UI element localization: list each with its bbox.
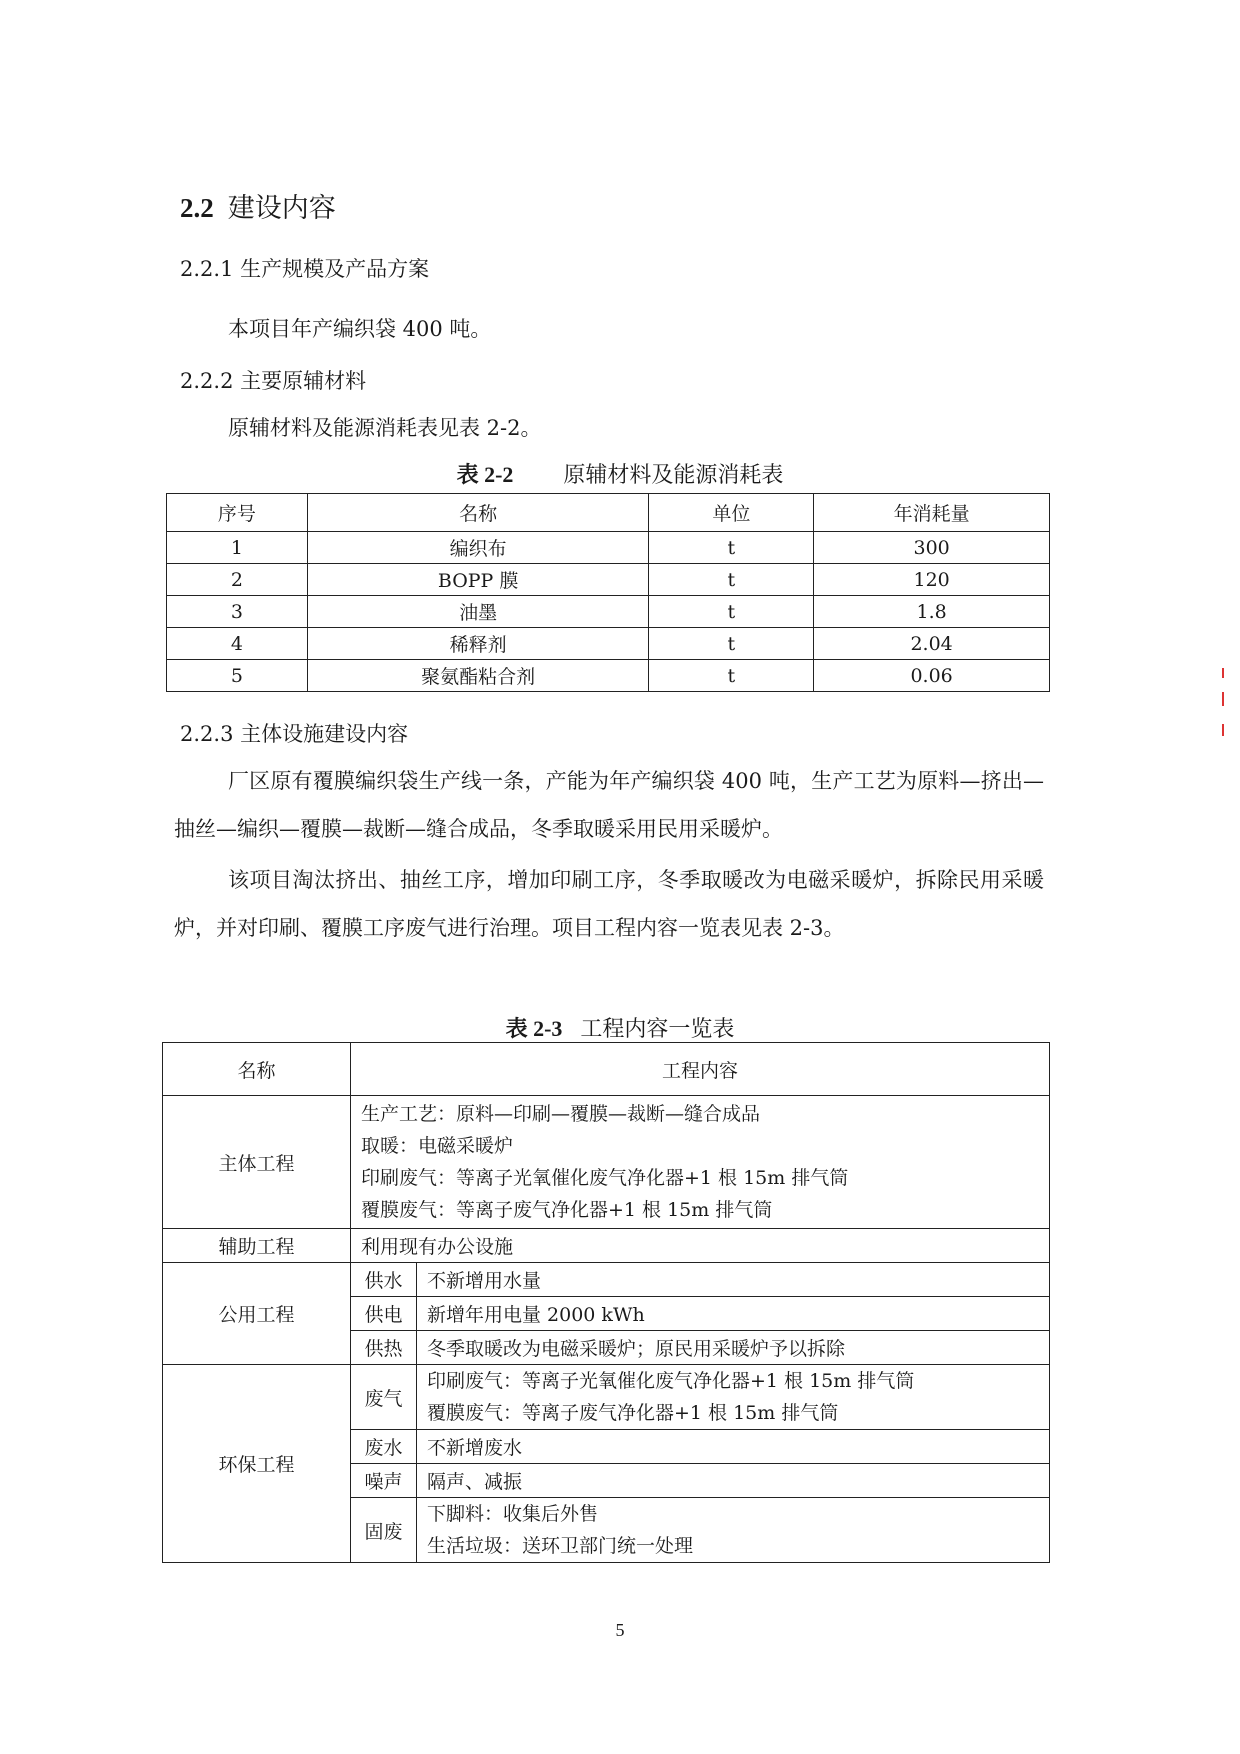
subcategory-cell: 废气 [351, 1365, 417, 1430]
heading-2-2-1: 2.2.1 生产规模及产品方案 [180, 257, 430, 281]
header-cell: 工程内容 [351, 1043, 1050, 1096]
table-cell: 4 [167, 628, 308, 660]
table-row [167, 532, 1050, 564]
content-line: 覆膜废气：等离子废气净化器+1 根 15m 排气筒 [361, 1199, 773, 1221]
content-cell [417, 1498, 1050, 1563]
table-row-main-project [163, 1096, 1050, 1229]
table-2-2-caption [0, 458, 1240, 489]
section-number: 2.2 [180, 193, 214, 223]
table-cell: 3 [167, 596, 308, 628]
project-content-table [162, 1042, 1050, 1563]
table-cell: 编织布 [307, 532, 649, 564]
table-cell: 2 [167, 564, 308, 596]
table-2-2-label: 表 2-2 [456, 462, 514, 487]
table-cell: 油墨 [307, 596, 649, 628]
paragraph-existing-line: 厂区原有覆膜编织袋生产线一条，产能为年产编织袋 400 吨，生产工艺为原料—挤出—抽丝—编织—覆膜—裁断—缝合成品，冬季取暖采用民用采暖炉。 [174, 769, 1044, 841]
content-cell: 利用现有办公设施 [351, 1229, 1050, 1263]
content-line: 生活垃圾：送环卫部门统一处理 [427, 1535, 694, 1557]
table-2-3-title: 工程内容一览表 [580, 1017, 735, 1042]
content-line: 覆膜废气：等离子废气净化器+1 根 15m 排气筒 [427, 1402, 839, 1424]
table-2-3-label: 表 2-3 [505, 1016, 563, 1041]
category-cell: 辅助工程 [163, 1229, 351, 1263]
table-header-row [163, 1043, 1050, 1096]
table-cell: 5 [167, 660, 308, 692]
scan-mark [1222, 668, 1224, 678]
section-title: 建设内容 [227, 193, 336, 224]
main-project-content [351, 1096, 1050, 1229]
content-cell: 新增年用电量 2000 kWh [417, 1297, 1050, 1331]
table-cell: 聚氨酯粘合剂 [307, 660, 649, 692]
category-cell: 主体工程 [163, 1096, 351, 1229]
table-cell: t [649, 532, 814, 564]
table-cell: 稀释剂 [307, 628, 649, 660]
header-cell: 名称 [307, 494, 649, 532]
table-cell: 300 [814, 532, 1050, 564]
header-cell: 单位 [649, 494, 814, 532]
header-cell: 序号 [167, 494, 308, 532]
scan-mark [1222, 692, 1224, 706]
content-cell: 不新增废水 [417, 1430, 1050, 1464]
content-cell: 冬季取暖改为电磁采暖炉；原民用采暖炉予以拆除 [417, 1331, 1050, 1365]
table-row-aux-project [163, 1229, 1050, 1263]
page-number: 5 [615, 1620, 625, 1640]
content-line: 取暖：电磁采暖炉 [361, 1135, 514, 1157]
materials-table [166, 493, 1050, 692]
subcategory-cell: 噪声 [351, 1464, 417, 1498]
header-cell: 名称 [163, 1043, 351, 1096]
content-cell: 隔声、减振 [417, 1464, 1050, 1498]
table-cell: 1 [167, 532, 308, 564]
paragraph-project-changes: 该项目淘汰挤出、抽丝工序，增加印刷工序，冬季取暖改为电磁采暖炉，拆除民用采暖炉，并对印刷、覆膜工序废气进行治理。项目工程内容一览表见表 2-3。 [174, 868, 1044, 940]
production-scale-text: 本项目年产编织袋 400 吨。 [228, 317, 492, 341]
table-cell: BOPP 膜 [307, 564, 649, 596]
subcategory-cell: 供热 [351, 1331, 417, 1365]
subcategory-cell: 废水 [351, 1430, 417, 1464]
table-2-2-title: 原辅材料及能源消耗表 [563, 463, 784, 488]
subcategory-cell: 固废 [351, 1498, 417, 1563]
content-cell [417, 1365, 1050, 1430]
materials-intro-text: 原辅材料及能源消耗表见表 2-2。 [228, 416, 542, 440]
table-row [167, 596, 1050, 628]
table-cell: t [649, 660, 814, 692]
table-cell: 0.06 [814, 660, 1050, 692]
content-line: 生产工艺：原料—印刷—覆膜—裁断—缝合成品 [361, 1103, 761, 1125]
table-row [167, 660, 1050, 692]
table-cell: t [649, 564, 814, 596]
category-cell: 公用工程 [163, 1263, 351, 1365]
table-row-env-gas [163, 1365, 1050, 1430]
table-row [167, 628, 1050, 660]
table-cell: 1.8 [814, 596, 1050, 628]
table-cell: 120 [814, 564, 1050, 596]
subcategory-cell: 供电 [351, 1297, 417, 1331]
table-header-row [167, 494, 1050, 532]
heading-2-2-2: 2.2.2 主要原辅材料 [180, 369, 367, 393]
content-line: 印刷废气：等离子光氧催化废气净化器+1 根 15m 排气筒 [427, 1370, 915, 1392]
subcategory-cell: 供水 [351, 1263, 417, 1297]
table-cell: 2.04 [814, 628, 1050, 660]
content-cell: 不新增用水量 [417, 1263, 1050, 1297]
scan-mark [1222, 724, 1224, 736]
heading-2-2-3: 2.2.3 主体设施建设内容 [180, 722, 409, 746]
table-row-public-water [163, 1263, 1050, 1297]
category-cell: 环保工程 [163, 1365, 351, 1563]
header-cell: 年消耗量 [814, 494, 1050, 532]
table-cell: t [649, 628, 814, 660]
table-2-3-caption [0, 1012, 1240, 1043]
content-line: 印刷废气：等离子光氧催化废气净化器+1 根 15m 排气筒 [361, 1167, 849, 1189]
content-line: 下脚料：收集后外售 [427, 1503, 599, 1525]
table-row [167, 564, 1050, 596]
section-heading [180, 186, 336, 225]
table-cell: t [649, 596, 814, 628]
